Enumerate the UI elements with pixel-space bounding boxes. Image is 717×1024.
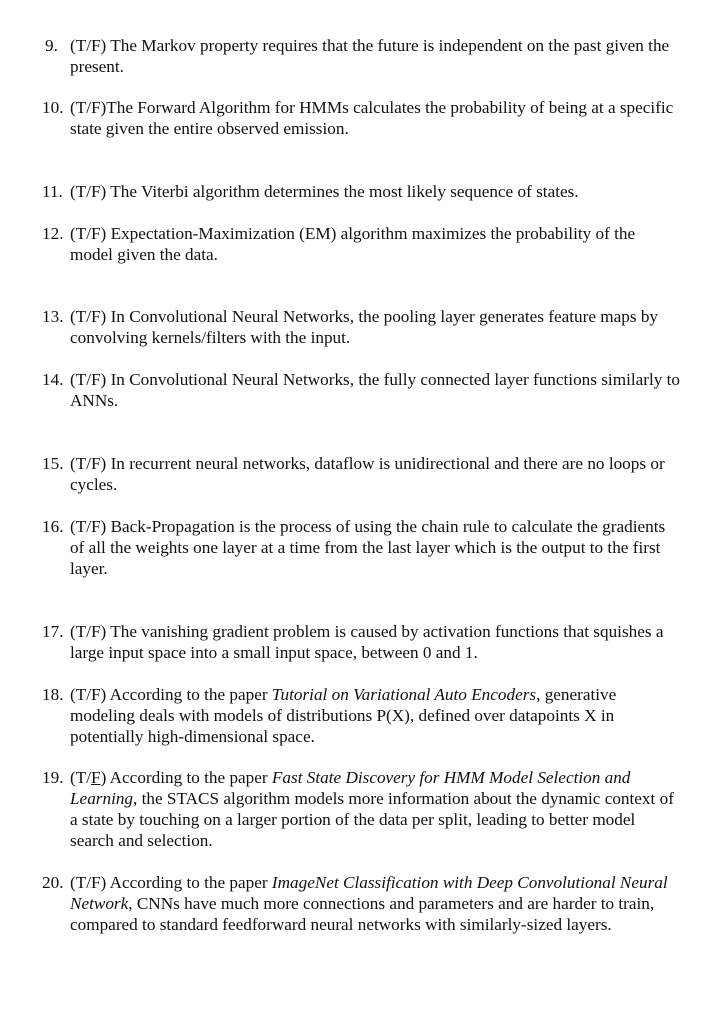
paper-title: Tutorial on Variational Auto Encoders (271, 685, 537, 704)
question-number: 9. (45, 36, 58, 55)
question-9 (42, 35, 682, 77)
question-text (70, 767, 682, 851)
tf-mark-close: ) (100, 768, 107, 787)
question-number: 12. (42, 224, 64, 243)
question-text: (T/F) Expectation-Maximization (EM) algorithm maximizes the probability of the model given the data. (70, 224, 636, 264)
question-20 (42, 872, 682, 935)
question-text-lead: (T/F) According to the paper (70, 873, 272, 892)
question-text: (T/F) The Markov property requires that the future is independent on the past given the present. (70, 36, 670, 76)
question-18 (42, 684, 682, 747)
question-text: (T/F) In Convolutional Neural Networks, the fully connected layer functions similarly to ANNs. (70, 370, 681, 410)
question-number: 11. (42, 182, 63, 201)
question-15 (42, 453, 682, 495)
question-text: (T/F) The vanishing gradient problem is caused by activation functions that squishes a large input space into a small input space, between 0 and 1. (70, 622, 664, 662)
question-13 (42, 306, 682, 348)
question-14 (42, 369, 682, 411)
question-text-lead: According to the paper (106, 768, 272, 787)
question-text-rest: , the STACS algorithm models more information about the dynamic context of a state by touching on a larger portion of the data per split, leading to better model search and selection. (70, 789, 674, 850)
question-number: 18. (42, 685, 64, 704)
question-text: (T/F) In recurrent neural networks, dataflow is unidirectional and there are no loops or cycles. (70, 454, 665, 494)
question-10 (42, 97, 682, 139)
question-text-lead: (T/F) According to the paper (70, 685, 272, 704)
question-text-rest: , generative modeling deals with models of distributions P(X), defined over datapoints X in potentially high-dimensional space. (70, 685, 617, 746)
question-12 (42, 223, 682, 265)
question-text: (T/F) The Viterbi algorithm determines the most likely sequence of states. (70, 182, 579, 201)
paper-title: Fast State Discovery for HMM Model Selection and Learning (70, 768, 631, 808)
paper-title: ImageNet Classification with Deep Convolutional Neural Network (70, 873, 668, 913)
question-number: 19. (42, 768, 64, 787)
tf-mark-open: (T/ (70, 768, 91, 787)
question-number: 10. (42, 98, 64, 117)
question-text: (T/F) Back-Propagation is the process of using the chain rule to calculate the gradients of all the weights one layer at a time from the last layer which is the output to the first layer. (70, 517, 666, 578)
question-number: 14. (42, 370, 64, 389)
question-number: 15. (42, 454, 64, 473)
question-16 (42, 516, 682, 579)
question-17 (42, 621, 682, 663)
question-text (70, 872, 682, 935)
question-19 (42, 767, 682, 851)
question-number: 17. (42, 622, 64, 641)
question-text-rest: , CNNs have much more connections and parameters and are harder to train, compared to standard feedforward neural networks with similarly-sized layers. (70, 894, 655, 934)
tf-selected-answer: F (91, 768, 101, 787)
question-number: 16. (42, 517, 64, 536)
question-text: (T/F)The Forward Algorithm for HMMs calculates the probability of being at a specific state given the entire observed emission. (70, 98, 674, 138)
question-number: 20. (42, 873, 64, 892)
question-number: 13. (42, 307, 64, 326)
question-text (70, 684, 682, 747)
question-text: (T/F) In Convolutional Neural Networks, the pooling layer generates feature maps by convolving kernels/filters with the input. (70, 307, 659, 347)
question-11 (42, 181, 682, 202)
